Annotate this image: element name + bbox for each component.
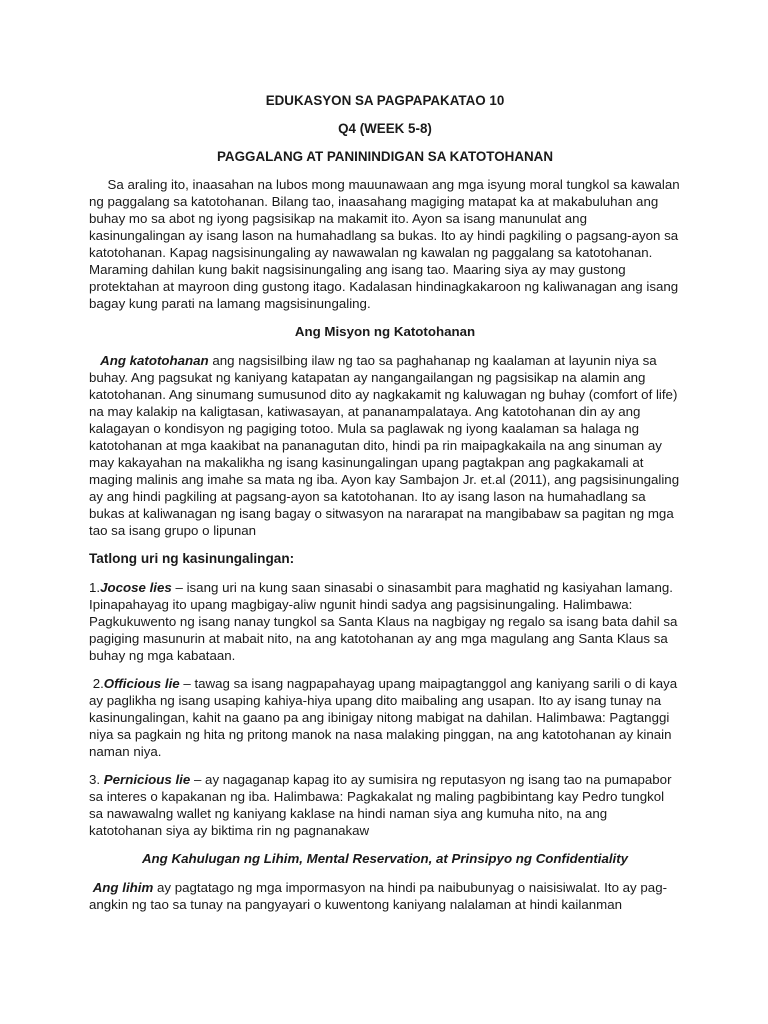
quarter-title: Q4 (WEEK 5-8) [338, 121, 432, 136]
lihim-term: Ang lihim [92, 880, 154, 895]
lie-type-item [89, 675, 681, 760]
misyon-indent [89, 353, 100, 368]
types-heading-text: Tatlong uri ng kasinungalingan [89, 551, 290, 566]
document-body [89, 92, 684, 924]
lihim-paragraph [89, 879, 681, 913]
intro-text: Sa araling ito, inaasahan na lubos mong mauunawaan ang mga isyung moral tungkol sa kawalan ng paggalang sa katotohanan. Bilang tao, inaasahang magiging matapat ka at makabuluhan ang buhay mo sa abot ng iyong pagsisikap na makamit ito. Ayon sa isang manunulat ang kasinungalingan ay isang lason na humahadlang sa bukas. Ito ay hindi pagkiling o pagsang-ayon sa katotohanan. Kapag nagsisinungaling ay nawawalan ng kawalan ng paggalang sa katotohanan. Maraming dahilan kung bakit nagsisinungaling ang isang tao. Maaring siya ay may gustong protektahan at mayroon ding gustong itago. Kadalasan hindinagkakaroon ng kaliwanagan ang isang bagay kung parati na lamang magsisinungaling. [89, 177, 684, 311]
lihim-text: ay pagtatago ng mga impormasyon na hindi pa naibubunyag o naisisiwalat. Ito ay pag-angkin ng tao sa tunay na pangyayari o kuwentong kaniyang nalalaman at hindi kailanman [89, 880, 668, 912]
lie-type-number: 3. [89, 772, 101, 787]
lie-type-number: 1. [89, 580, 101, 595]
lie-type-item [89, 771, 681, 839]
lie-type-text: – ay nagaganap kapag ito ay sumisira ng reputasyon ng isang tao na pumapabor sa interes o kapakanan ng iba. Halimbawa: Pagkakalat ng maling pagbibintang kay Pedro tungkol sa nawawalng wallet ng kaniyang kaklase na hindi naman siya ang kumuha nito, na ang katotohanan siya ay biktima rin ng pagnanakaw [89, 772, 676, 838]
lie-type-number: 2. [92, 676, 104, 691]
lie-type-text: – tawag sa isang nagpapahayag upang maipagtanggol ang kaniyang sarili o di kaya ay paglikha ng isang usaping kahiya-hiya upang dito maibaling ang usapan. Ito ay isang tunay na kasinungalingan, kahit na gaano pa ang ibinigay nitong mabigat na dahilan. Halimbawa: Pagtanggi niya sa pagkain ng hita ng pritong manok na nasa malaking pinggan, na ang katotohanan ay kinain naman niya. [89, 676, 681, 759]
lihim-heading: Ang Kahulugan ng Lihim, Mental Reservation, at Prinsipyo ng Confidentiality [141, 851, 629, 866]
lie-type-term: Pernicious lie [100, 772, 191, 787]
misyon-text: ang nagsisilbing ilaw ng tao sa paghahanap ng kaalaman at layunin niya sa buhay. Ang pagsukat ng kaniyang katapatan ay nangangailangan ng pagsisikap na alamin ang katotohanan. Ang sinumang sumusunod dito ay nagkakamit ng kaluwagan ng buhay (comfort of life) na may kalakip na kaligtasan, katiwasayan, at pananampalataya. Ang katotohanan din ay ang kalagayan o kondisyon ng pagiging totoo. Mula sa paglawak ng iyong kaalaman sa halaga ng katotohanan at mga kaakibat na pananagutan dito, hindi pa rin maipagkakaila na ang sinuman ay may kakayahan na makalikha ng isang kasinungalingan upang pagtakpan ang pagkakamali at maging malinis ang imahe sa mata ng iba. Ayon kay Sambajon Jr. et.al (2011), ang pagsisinungaling ay ang hindi pagkiling at pagsang-ayon sa katotohanan. Ito ay isang lason na humahadlang sa bukas at kaliwanagan ng isang bagay o sitwasyon na nararapat na mangibabaw sa pagitan ng mga tao sa isang grupo o lipunan [89, 353, 683, 538]
lie-type-item [89, 579, 681, 664]
types-heading [89, 550, 681, 567]
misyon-term: Ang katotohanan [100, 353, 209, 368]
subject-title: EDUKASYON SA PAGPAPAKATAO 10 [265, 93, 505, 108]
lie-type-term: Jocose lies [100, 580, 172, 595]
types-heading-colon: : [289, 551, 295, 566]
lie-type-text: – isang uri na kung saan sinasabi o sinasambit para maghatid ng kasiyahan lamang. Ipinapahayag ito upang magbigay-aliw ngunit hindi sadya ang pagsisinungaling. Halimbawa: Pagkukuwento ng isang nanay tungkol sa Santa Klaus na nagbigay ng regalo sa isang bata dahil sa pagiging masunurin at mabait nito, na ang katotohanan ay ang mga magulang ang Santa Klaus sa buhay ng mga kabataan. [89, 580, 682, 663]
lie-type-term: Officious lie [103, 676, 180, 691]
misyon-heading: Ang Misyon ng Katotohanan [294, 324, 476, 339]
intro-indent [89, 177, 107, 192]
misyon-paragraph [89, 352, 681, 539]
topic-title: PAGGALANG AT PANININDIGAN SA KATOTOHANAN [217, 149, 553, 164]
intro-paragraph [89, 176, 684, 312]
